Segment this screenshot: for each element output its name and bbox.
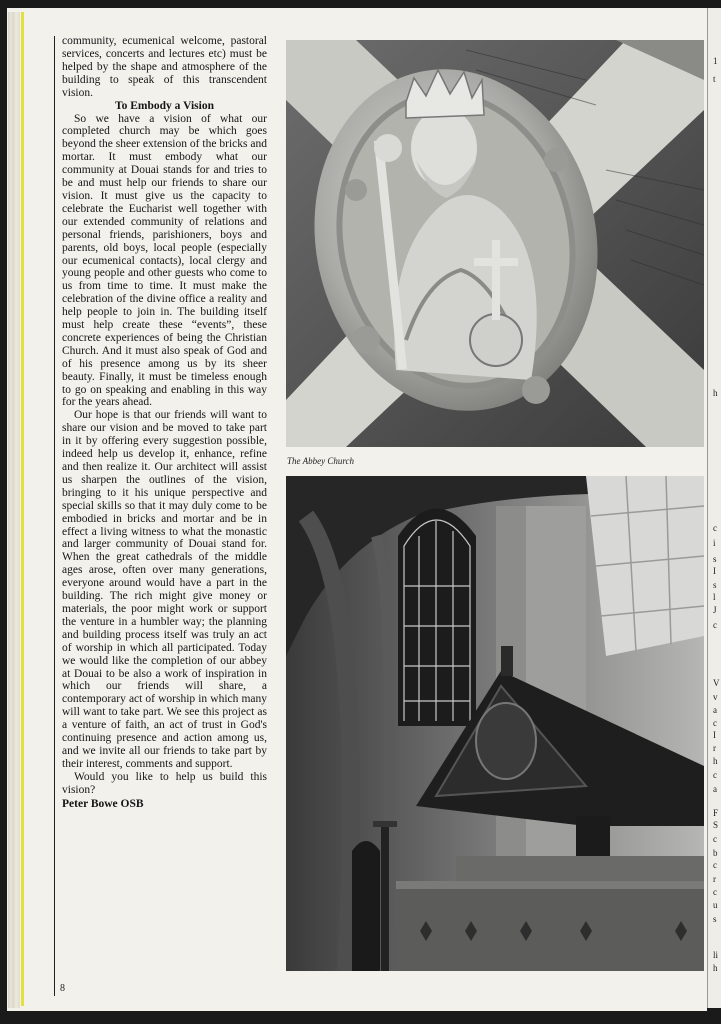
church-interior-photo	[286, 476, 704, 971]
facing-page-edge	[707, 8, 721, 1008]
facing-page-fragment: i	[713, 538, 716, 548]
facing-page-fragment: s	[713, 914, 717, 924]
facing-page-fragment: s	[713, 554, 717, 564]
facing-page-fragment: r	[713, 743, 716, 753]
facing-page-fragment: t	[713, 74, 716, 84]
facing-page-fragment: F	[713, 808, 719, 818]
facing-page-fragment: a	[713, 705, 717, 715]
facing-page-fragment: u	[713, 900, 718, 910]
facing-page-fragment: r	[713, 874, 716, 884]
body-paragraph-3: Would you like to help us build this vision?	[62, 770, 267, 796]
author-byline: Peter Bowe OSB	[62, 797, 144, 810]
page-edge-stack	[8, 12, 20, 1008]
facing-page-fragment: J	[713, 605, 717, 615]
yellow-margin-rule	[21, 12, 24, 1006]
facing-page-fragment: a	[713, 784, 717, 794]
roof-boss-photo	[286, 40, 704, 447]
facing-page-fragment: c	[713, 834, 717, 844]
column-rule	[54, 36, 55, 996]
article-column	[62, 35, 267, 810]
body-paragraph-2: Our hope is that our friends will want to share our vision and be moved to take part in it by offering every suggestion possible, indeed help us develop it, enhance, refine and then realize it. Our architect will assist us sharpen the outlines of the vision, bringing to it his unique perspective and special skills so that it may duly come to be embodied in bricks and mortar and be in effect a living witness to what the monastic and larger community of Douai stand for. When the great cathedrals of the middle ages arose, often over many generations, everyone around would have a part in the building. The rich might give money or materials, the poor might work or support the venture in a humbler way; the planning and building process itself was truly an act of worship in which all participated. Today we would like the completion of our abbey at Douai to be also a work of inspiration in which our friends will share, a contemporary act of worship in which many will want to take part. We see this project as a venture of faith, an act of trust in God's continuing presence and action among us, and we invite all our friends to take part by their interest, comments and support.	[62, 409, 267, 770]
facing-page-fragment: h	[713, 756, 718, 766]
facing-page-fragment: 1	[713, 56, 718, 66]
opening-paragraph: community, ecumenical welcome, pastoral services, concerts and lectures etc) must be helped by the shape and atmosphere of the building to speak of this transcendent vision.	[62, 35, 267, 99]
facing-page-fragment: l	[713, 592, 716, 602]
facing-page-fragment: s	[713, 580, 717, 590]
facing-page-fragment: c	[713, 770, 717, 780]
photo-caption: The Abbey Church	[287, 456, 354, 466]
facing-page-fragment: V	[713, 678, 720, 688]
facing-page-fragment: I	[713, 566, 716, 576]
facing-page-fragment: c	[713, 887, 717, 897]
page-number: 8	[60, 983, 65, 994]
facing-page-fragment: S	[713, 820, 719, 830]
facing-page-fragment: c	[713, 860, 717, 870]
facing-page-fragment: li	[713, 950, 719, 960]
facing-page-fragment: h	[713, 388, 718, 398]
facing-page-fragment: b	[713, 848, 718, 858]
facing-page-fragment: c	[713, 718, 717, 728]
facing-page-fragment: h	[713, 963, 718, 973]
facing-page-fragment: I	[713, 730, 716, 740]
facing-page-fragment: c	[713, 523, 717, 533]
section-heading: To Embody a Vision	[115, 99, 214, 112]
facing-page-fragment: c	[713, 620, 717, 630]
facing-page-fragment: v	[713, 692, 718, 702]
body-paragraph-1: So we have a vision of what our completed church may be which goes beyond the sheer extension of the bricks and mortar. It must embody what our community at Douai stands for and tries to be and must help our friends to share our vision. It must give us the capacity to celebrate the Eucharist well together with our extended community of relations and personal friends, parishioners, boys and parents, old boys, local people (especially our ecumenical contacts), local clergy and young people and other guests who come to us from time to time. It must make the celebration of the divine office a reality and help people to join in. The building itself must help create these “events”, these concrete experiences of being the Christian Church. And it must also speak of God and of his presence among us by its sheer beauty. Finally, it must be timeless enough to go on speaking and enabling in this way for the years ahead.	[62, 112, 267, 409]
